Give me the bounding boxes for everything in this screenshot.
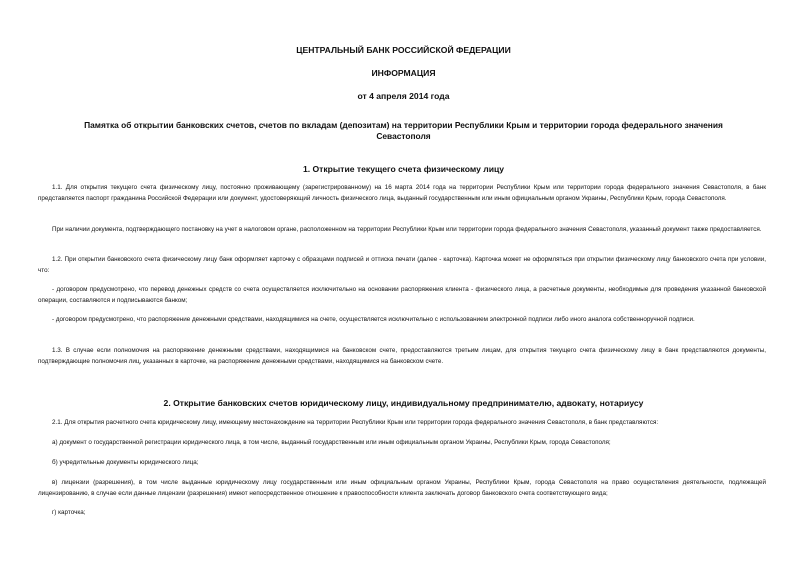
section-2-heading: 2. Открытие банковских счетов юридическому лицу, индивидуальному предпринимателю, адвокату, нотариусу [163,398,644,408]
org-name: ЦЕНТРАЛЬНЫЙ БАНК РОССИЙСКОЙ ФЕДЕРАЦИИ [296,45,511,55]
doc-type: ИНФОРМАЦИЯ [371,68,436,78]
section-1-heading: 1. Открытие текущего счета физическому лицу [302,164,505,174]
paragraph: г) карточка; [52,509,86,516]
paragraph: б) учредительные документы юридического лица; [52,459,199,466]
paragraph: 1.3. В случае если полномочия на распоряжение денежными средствами, находящимися на банковском счете, предоставляются третьим лицам, для открытия текущего счета физическому лицу в банк представляются документы, подтверждающие полномочия лиц, указанных в карточке, на распоряжение денежными средствами, находящимися на банковском счете. [38,347,766,365]
paragraph: 2.1. Для открытия расчетного счета юридическому лицу, имеющему местонахождение на территории Республики Крым или территории города федерального значения Севастополя, в банк представляются: [52,419,659,426]
paragraph: 1.1. Для открытия текущего счета физическому лицу, постоянно проживающему (зарегистрированному) на 16 марта 2014 года на территории Республики Крым или территории города федерального значения Севастополя, в банк представляется паспорт гражданина Российской Федерации или документ, удостоверяющий личность физического лица, выданный государственным или иным официальным органом Украины, Республики Крым, города Севастополя. [38,184,766,202]
paragraph: - договором предусмотрено, что распоряжение денежными средствами, находящимися на счете, осуществляется исключительно с использованием электронной подписи либо иного аналога собственноручной подписи. [52,316,695,323]
doc-title: Памятка об открытии банковских счетов, счетов по вкладам (депозитам) на территории Республики Крым и территории города федерального значения Севастополя [84,120,723,141]
paragraph: в) лицензии (разрешения), в том числе выданные юридическому лицу государственным или иным официальным органом Украины, Республики Крым, города Севастополя на право осуществления деятельности, подлежащей лицензированию, в случае если данные лицензии (разрешения) имеют непосредственное отношение к правоспособности клиента заключать договор банковского счета соответствующего вида; [38,479,766,497]
paragraph: 1.2. При открытии банковского счета физическому лицу банк оформляет карточку с образцами подписей и оттиска печати (далее - карточка). Карточка может не оформляться при открытии физическому лицу банковского счета при условии, что: [38,256,766,274]
paragraph: - договором предусмотрено, что перевод денежных средств со счета осуществляется исключительно на основании распоряжения клиента - физического лица, а расчетные документы, необходимые для проведения указанной банковской операции, составляются и подписываются банком; [38,286,766,304]
paragraph: а) документ о государственной регистрации юридического лица, в том числе, выданный государственным или иным официальным органом Украины, Республики Крым, города Севастополя; [52,439,611,446]
doc-date: от 4 апреля 2014 года [357,91,450,101]
paragraph: При наличии документа, подтверждающего постановку на учет в налоговом органе, расположенном на территории Республики Крым или территории города федерального значения Севастополя, указанный документ также предоставляется. [52,226,762,233]
